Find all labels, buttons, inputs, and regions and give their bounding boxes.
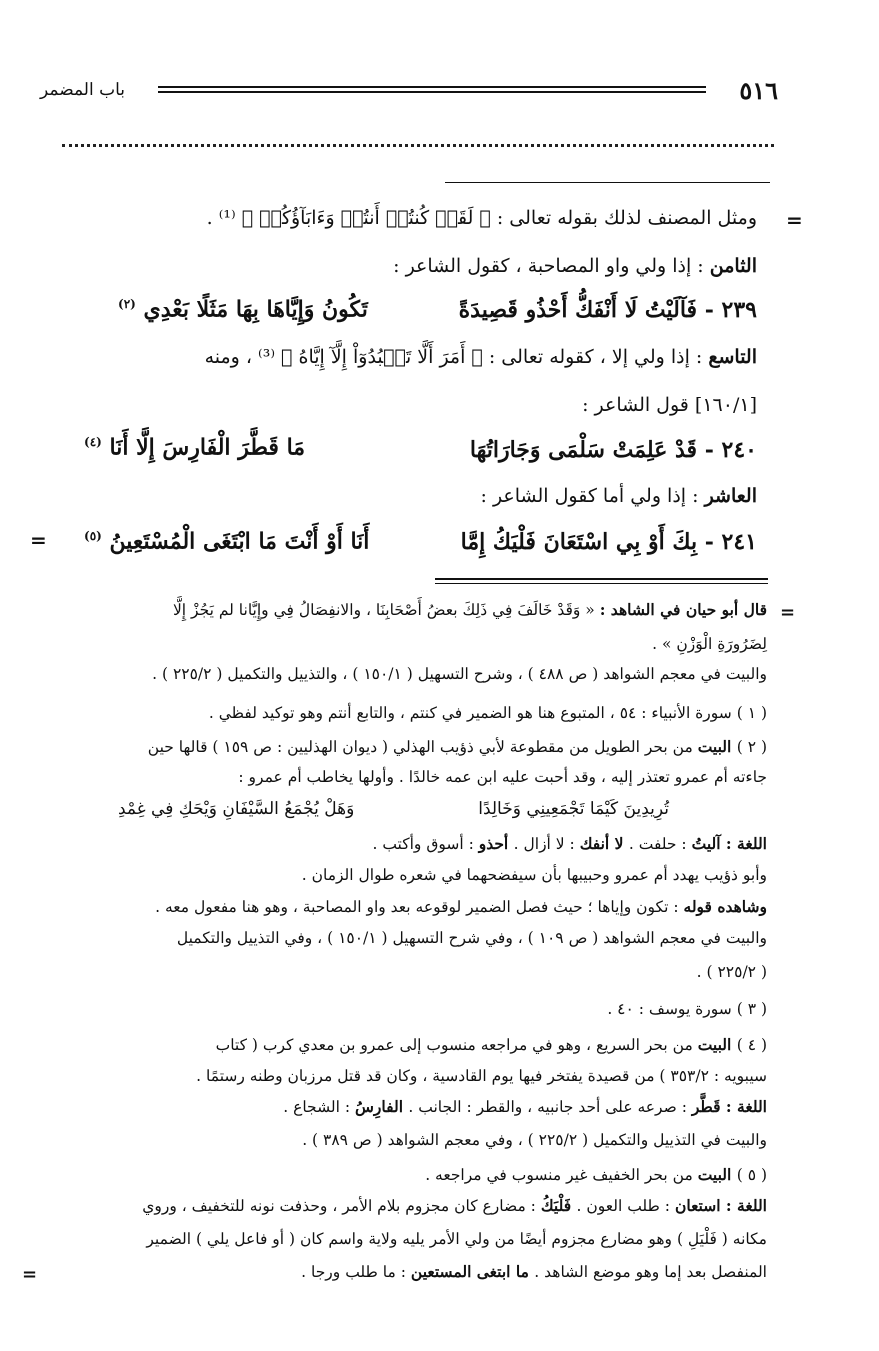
footnote-5: ( ٥ ) البيت من بحر الخفيف غير منسوب في مراجعه .	[425, 1165, 767, 1184]
footnote-line: جاءته أم عمرو تعتذر إليه ، وقد أحبت عليه ابن عمه خالدًا . وأولها يخاطب أم عمرو :	[238, 768, 767, 786]
footnote-line: اللغة : استعان : طلب العون . فَلْيَكُ : مضارع كان مجزوم بلام الأمر ، وحذفت نونه للتخفيف ، وروي	[142, 1196, 767, 1215]
footnote-line: سيبويه : ٣٥٣/٢ ) من قصيدة يفتخر فيها يوم القادسية ، وكان قد قتل مرزبان وطنه رستمًا .	[196, 1067, 767, 1085]
page-number: ٥١٦	[739, 76, 778, 105]
footnote-line: لِضَرُورَةِ الْوَزْنِ » .	[652, 635, 767, 653]
footnote-3: ( ٣ ) سورة يوسف : ٤٠ .	[607, 1000, 767, 1018]
verse-239-second-hemistich: تَكُونُ وَإِيَّاهَا بِهَا مَثَلًا بَعْدِي $^{(٢)}$	[118, 296, 368, 323]
footnote-4: ( ٤ ) البيت من بحر السريع ، وهو في مراجعه منسوب إلى عمرو بن معدي كرب ( كتاب	[215, 1035, 767, 1054]
footnote-verse-second: وَهَلْ يُجْمَعُ السَّيْفَانِ وَيْحَكِ فِي غِمْدِ	[118, 799, 355, 819]
chapter-title: باب المضمر	[40, 80, 125, 100]
footnote-line: والبيت في معجم الشواهد ( ص ٤٨٨ ) ، وشرح التسهيل ( ١٥٠/١ ) ، والتذييل والتكميل ( ٢٢٥/٢ ) .	[152, 665, 767, 683]
footnote-line: مكانه ( فَلْيَلِ ) وهو مضارع مجزوم أيضًا من ولي الأمر يليه ولاية واسم كان ( أو فاعل يلي ) الضمير	[146, 1230, 767, 1248]
footnote-line: اللغة : قَطَّر : صرعه على أحد جانبيه ، والقطر : الجانب . الفارِسُ : الشجاع .	[283, 1097, 767, 1116]
footnote-1: ( ١ ) سورة الأنبياء : ٥٤ ، المتبوع هنا هو الضمير في كنتم ، والتابع أنتم وهو توكيد لفظي .	[208, 704, 767, 722]
footnote-separator	[435, 578, 768, 584]
footnote-line: والبيت في معجم الشواهد ( ص ١٠٩ ) ، وفي شرح التسهيل ( ١٥٠/١ ) ، وفي التذييل والتكميل	[176, 929, 767, 947]
top-rule	[445, 182, 770, 183]
footnote-line: والبيت في التذييل والتكميل ( ٢٢٥/٢ ) ، وفي معجم الشواهد ( ص ٣٨٩ ) .	[302, 1131, 767, 1149]
continuation-mark: =	[780, 602, 796, 623]
text-line: العاشر : إذا ولي أما كقول الشاعر :	[480, 485, 757, 507]
text-line: الثامن : إذا ولي واو المصاحبة ، كقول الشاعر :	[393, 255, 757, 277]
continuation-mark: =	[30, 528, 47, 552]
footnote-line: قال أبو حيان في الشاهد : « وَقَدْ خَالَفَ فِي ذَلِكَ بعضُ أَصْحَابِنَا ، والانفِصَالُ فِي وإِيَّانا لم يَجُزْ إِلَّا	[172, 600, 767, 619]
continuation-mark: =	[22, 1264, 38, 1285]
footnote-line: وأبو ذؤيب يهدد أم عمرو وحبيبها بأن سيفضحهما في شعره طوال الزمان .	[301, 866, 767, 884]
footnote-line: ( ٢٢٥/٢ ) .	[696, 963, 767, 981]
text-line: [١٦٠/١] قول الشاعر :	[582, 394, 757, 416]
footnote-line: المنفصل بعد إما وهو موضع الشاهد . ما ابتغى المستعين : ما طلب ورجا .	[301, 1262, 767, 1281]
dotted-divider	[62, 144, 774, 147]
verse-240-first-hemistich: ٢٤٠ - قَدْ عَلِمَتْ سَلْمَى وَجَارَاتُهَا	[469, 437, 757, 463]
footnote-2: ( ٢ ) البيت من بحر الطويل من مقطوعة لأبي ذؤيب الهذلي ( ديوان الهذليين : ص ١٥٩ ) قالها حين	[147, 737, 767, 756]
header-rule	[158, 86, 706, 93]
footnote-line: اللغة : آليتُ : حلفت . لا أنفك : لا أزال . أحذو : أسوق وأكتب .	[372, 834, 767, 853]
footnote-verse-first: تُرِيدِينَ كَيْمَا تَجْمَعِينِي وَخَالِدًا	[478, 799, 669, 819]
verse-240-second-hemistich: مَا قَطَّرَ الْفَارِسَ إِلَّا أَنَا $^{(٤)}$	[84, 434, 306, 461]
text-line: ومثل المصنف لذلك بقوله تعالى : ﴿ لَقَدۡ كُنتُمۡ أَنتُمۡ وَءَابَآؤُكُمۡ ﴾ ⁽¹⁾ .	[206, 207, 757, 229]
verse-241-first-hemistich: ٢٤١ - بِكَ أَوْ بِي اسْتَعَانَ فَلْيَكُ إِمَّا	[460, 529, 757, 555]
continuation-mark: =	[786, 208, 803, 232]
footnote-line: وشاهده قوله : تكون وإياها ؛ حيث فصل الضمير لوقوعه بعد واو المصاحبة ، وهو هنا مفعول معه .	[155, 897, 767, 916]
verse-241-second-hemistich: أَنَا أَوْ أَنْتَ مَا ابْتَغَى الْمُسْتَعِينُ $^{(٥)}$	[84, 528, 370, 555]
text-line: التاسع : إذا ولي إلا ، كقوله تعالى : ﴿ أَمَرَ أَلَّا تَعۡبُدُوٓاْ إِلَّآ إِيَّاهُ ﴾ ⁽³⁾ ، ومنه	[204, 346, 757, 368]
verse-239-first-hemistich: ٢٣٩ - فَآلَيْتُ لَا أَنْفَكُّ أَحْذُو قَصِيدَةً	[458, 297, 757, 323]
